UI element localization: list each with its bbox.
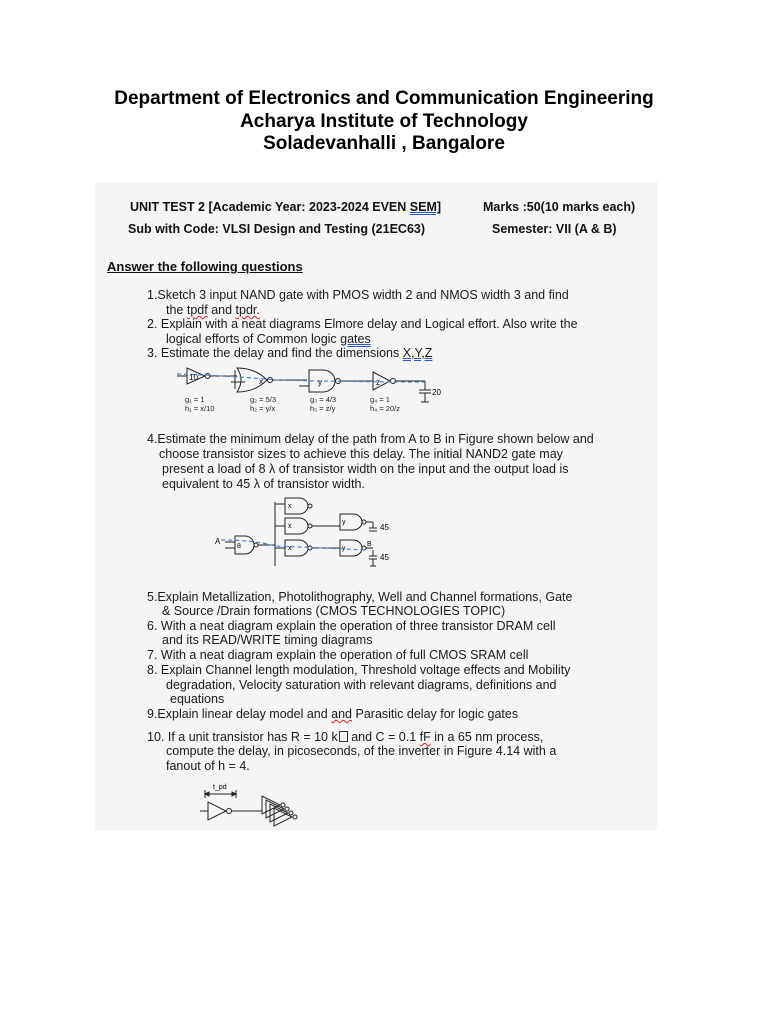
svg-text:g₄ = 1: g₄ = 1 — [370, 395, 390, 404]
question-8-line-2: degradation, Velocity saturation with relevant diagrams, definitions and — [166, 678, 557, 692]
fig-q10-tpd-label: t_pd — [213, 784, 227, 791]
question-2-line-2: logical efforts of Common logic gates — [166, 332, 371, 346]
svg-text:g₁ = 1: g₁ = 1 — [185, 395, 205, 404]
fig-q4-load-bottom: 45 — [380, 553, 389, 562]
question-4-line-4: equivalent to 45 λ of transistor width. — [162, 477, 365, 491]
question-3-line-1: 3. Estimate the delay and find the dimensions X,Y,Z — [147, 346, 433, 360]
svg-text:g₃ = 4/3: g₃ = 4/3 — [310, 395, 337, 404]
fig-q3-input-size: 10 — [189, 373, 198, 382]
figure-q4-path-circuit — [215, 494, 395, 578]
fig-q4-output-b: B — [367, 541, 372, 548]
fig-q3-load: 20 — [432, 388, 441, 397]
ohm-glyph-box — [339, 731, 348, 742]
question-1-line-1: 1.Sketch 3 input NAND gate with PMOS width 2 and NMOS width 3 and find — [147, 288, 569, 302]
question-5-line-2: & Source /Drain formations (CMOS TECHNOLOGIES TOPIC) — [162, 604, 506, 618]
svg-text:x: x — [288, 523, 292, 530]
question-5-line-1: 5.Explain Metallization, Photolithography, Well and Channel formations, Gate — [147, 590, 573, 604]
question-4-line-1: 4.Estimate the minimum delay of the path from A to B in Figure shown below and — [147, 432, 594, 446]
document-header — [0, 88, 768, 156]
question-8-line-1: 8. Explain Channel length modulation, Threshold voltage effects and Mobility — [147, 663, 571, 677]
svg-text:h₁ = x/10: h₁ = x/10 — [185, 404, 215, 413]
question-4-line-3: present a load of 8 λ of transistor width on the input and the output load is — [162, 462, 569, 476]
svg-text:h₃ = z/y: h₃ = z/y — [310, 404, 336, 413]
question-10-line-3: fanout of h = 4. — [166, 759, 250, 773]
svg-text:x: x — [288, 503, 292, 510]
question-9-line-1: 9.Explain linear delay model and and Parasitic delay for logic gates — [147, 707, 519, 721]
svg-text:y: y — [342, 519, 346, 526]
question-10-line-1: 10. If a unit transistor has R = 10 k and C = 0.1 fF in a 65 nm process, — [147, 730, 544, 744]
fig-q4-load-top: 45 — [380, 523, 389, 532]
figure-q10-inverter-fanout — [200, 782, 310, 827]
semester-info: Semester: VII (A & B) — [492, 222, 617, 236]
question-6-line-2: and its READ/WRITE timing diagrams — [162, 633, 373, 647]
department-title: Department of Electronics and Communication Engineering — [114, 88, 654, 109]
question-8-line-3: equations — [170, 692, 225, 706]
svg-text:h₂ = y/x: h₂ = y/x — [250, 404, 276, 413]
fig-q3-label-z: z — [376, 378, 380, 387]
svg-text:x: x — [288, 545, 292, 552]
unit-test-info: UNIT TEST 2 [Academic Year: 2023-2024 EVEN SEM] — [130, 200, 442, 214]
question-2-line-1: 2. Explain with a neat diagrams Elmore delay and Logical effort. Also write the — [147, 317, 578, 331]
fig-q3-label-y: y — [318, 378, 322, 387]
svg-text:g₂ = 5/3: g₂ = 5/3 — [250, 395, 277, 404]
marks-info: Marks :50(10 marks each) — [483, 200, 636, 214]
fig-q4-input-a: A — [215, 537, 221, 546]
figure-q3-captions — [185, 394, 425, 418]
fig-q4-input-size: 8 — [237, 543, 241, 550]
location-title: Soladevanhalli , Bangalore — [263, 133, 505, 154]
institute-title: Acharya Institute of Technology — [240, 110, 528, 132]
question-7-line-1: 7. With a neat diagram explain the operation of full CMOS SRAM cell — [147, 648, 529, 662]
question-4-line-2: choose transistor sizes to achieve this delay. The initial NAND2 gate may — [159, 447, 563, 461]
subject-info: Sub with Code: VLSI Design and Testing (21EC63) — [128, 222, 426, 236]
svg-text:y: y — [342, 545, 346, 552]
question-1-line-2: the tpdf and tpdr. — [166, 303, 260, 317]
question-10-line-2: compute the delay, in picoseconds, of the inverter in Figure 4.14 with a — [166, 744, 557, 758]
svg-text:h₄ = 20/z: h₄ = 20/z — [370, 404, 400, 413]
section-title: Answer the following questions — [107, 259, 303, 274]
fig-q3-label-x: x — [259, 377, 263, 386]
question-6-line-1: 6. With a neat diagram explain the operation of three transistor DRAM cell — [147, 619, 556, 633]
